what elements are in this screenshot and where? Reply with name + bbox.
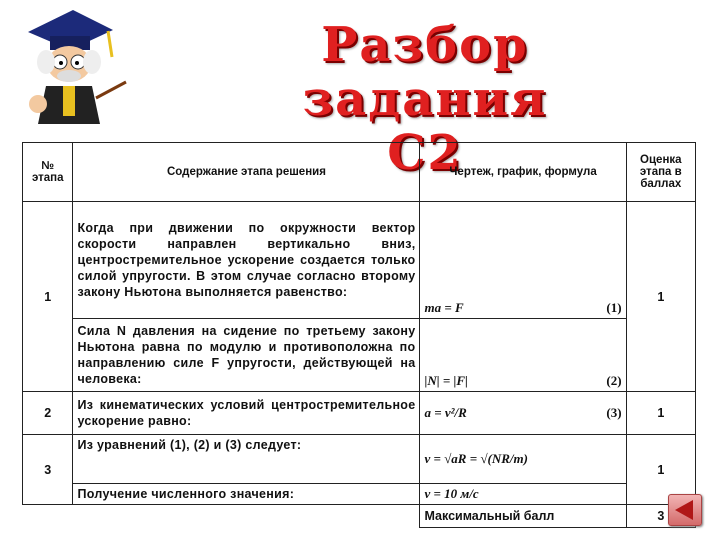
- title-line-1: Разбор задания: [302, 17, 548, 127]
- stage-text: Получение численного значения:: [73, 484, 420, 505]
- table-row: [23, 484, 696, 505]
- stage-number: 1: [23, 202, 73, 392]
- stage-number: 3: [23, 435, 73, 505]
- header-stage-content: Содержание этапа решения: [73, 143, 420, 202]
- back-nav-button[interactable]: [668, 494, 702, 526]
- table-row: [23, 435, 696, 484]
- stage-text: Из кинематических условий центростремительное ускорение равно:: [73, 392, 420, 435]
- formula-number: (2): [606, 373, 622, 388]
- stage-score: 1: [626, 202, 695, 392]
- formula-number: (3): [606, 405, 622, 420]
- title-line-2: С2: [387, 125, 463, 181]
- stage-score: 1: [626, 435, 695, 505]
- formula-cell: [420, 435, 626, 484]
- formula: a = v²/R: [424, 405, 467, 420]
- stage-score: 1: [626, 392, 695, 435]
- header-score: Оценка этапа в баллах: [626, 143, 695, 202]
- formula-cell: [420, 319, 626, 392]
- professor-mascot-image: [8, 2, 128, 132]
- formula: v = 10 м/с: [424, 486, 479, 501]
- header-stage-number: № этапа: [23, 143, 73, 202]
- max-score-label: Максимальный балл: [420, 505, 626, 528]
- arrow-left-icon: [675, 500, 693, 520]
- stage-text: Из уравнений (1), (2) и (3) следует:: [73, 435, 420, 484]
- formula: |N| = |F|: [424, 373, 468, 388]
- solution-table: [22, 142, 696, 528]
- formula-number: (1): [606, 300, 622, 315]
- max-score-value: 3: [626, 505, 695, 528]
- table-footer-row: [23, 505, 696, 528]
- table-row: [23, 202, 696, 319]
- stage-text: Сила N давления на сидение по третьему закону Ньютона равна по модулю и противоположна по направлению силе F упругости, действующей на человека:: [73, 319, 420, 392]
- table-row: [23, 392, 696, 435]
- stage-number: 2: [23, 392, 73, 435]
- stage-text: Когда при движении по окружности вектор скорости направлен вертикально вниз, центростремительное ускорение создается только силой упругости. В этом случае согласно второму закону Ньютона выполняется равенство:: [73, 202, 420, 319]
- formula-cell: [420, 392, 626, 435]
- formula-cell: [420, 484, 626, 505]
- table-row: [23, 319, 696, 392]
- formula-cell: [420, 202, 626, 319]
- formula: v = √aR = √(NR/m): [424, 451, 528, 466]
- formula: ma = F: [424, 300, 464, 315]
- table-header-row: [23, 143, 696, 202]
- header-formula: Чертеж, график, формула: [420, 143, 626, 202]
